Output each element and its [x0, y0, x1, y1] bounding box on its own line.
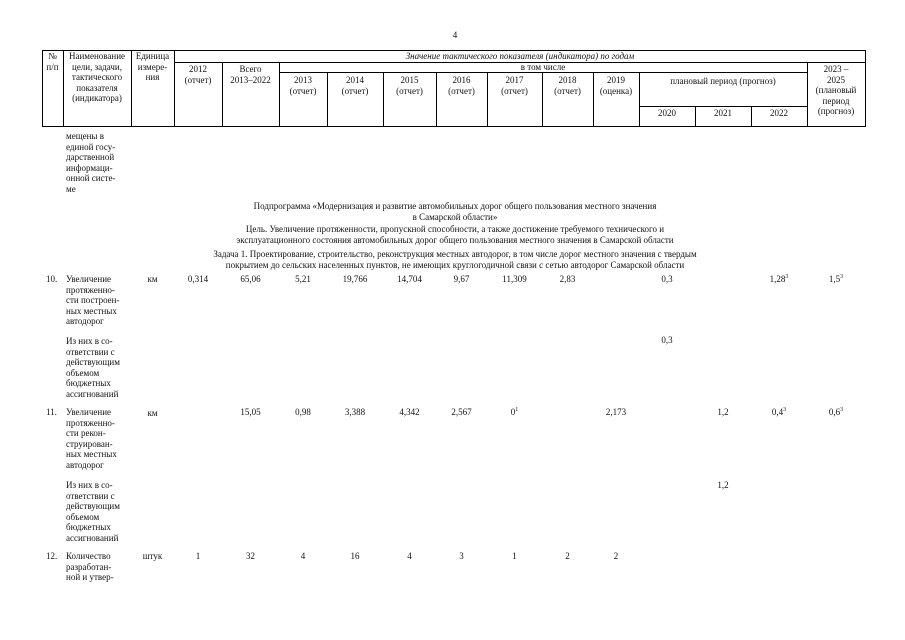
subprogram-goal: Цель. Увеличение протяженности, пропускной способности, а также достижение требуемого технического и эксплуатационного состояния автомобильных дорог общего пользования местного значения в Самарской области	[236, 224, 674, 245]
unit-cell: штук	[142, 551, 163, 561]
value-2017: 1	[512, 551, 517, 561]
value-2016: 3	[459, 551, 464, 561]
header-plan-2022: 2022	[770, 108, 788, 118]
value-2013: 0,98	[295, 407, 311, 417]
header-incl: в том числе	[520, 62, 566, 72]
value-total: 65,06	[240, 274, 261, 284]
indicator-name: Увеличение протяженно- сти рекон- струирован- ных местных автодорог	[66, 407, 117, 470]
value-2022: $0,4^3$	[771, 407, 787, 417]
value-2015: 4	[407, 551, 412, 561]
header-year-2019: 2019 (оценка)	[599, 75, 633, 96]
value-2019: 2	[613, 551, 619, 561]
page-number: 4	[452, 30, 458, 40]
indicator-name: Увеличение протяженно- сти построен- ных местных автодорог	[66, 274, 120, 326]
value-2020: 0,3	[661, 274, 673, 284]
row-number: 11.	[46, 407, 57, 417]
header-2012: 2012 (отчет)	[184, 64, 212, 85]
value-2014: 16	[350, 551, 360, 561]
value-2018: 2,83	[559, 274, 576, 284]
header-year-2013: 2013 (отчет)	[289, 75, 317, 96]
value-2020: 0,3	[661, 335, 673, 345]
header-plan-2020: 2020	[658, 108, 676, 118]
continuation-text: мещены в единой госу- дарственной информаци- онной систе- ме	[66, 131, 116, 194]
value-total: 15,05	[240, 407, 261, 417]
value-2016: 9,67	[453, 274, 470, 284]
header-no: № п/п	[46, 51, 59, 72]
value-2023-2025: $1,5^3$	[828, 274, 844, 284]
value-2014: 19,766	[342, 274, 368, 284]
value-2015: 14,704	[397, 274, 422, 284]
header-year-2017: 2017 (отчет)	[501, 75, 528, 96]
value-total: 32	[246, 551, 255, 561]
value-2016: 2,567	[451, 407, 472, 417]
unit-cell: км	[147, 408, 158, 418]
indicator-name: Количество разработан- ной и утвер-	[66, 551, 114, 582]
header-total: Всего 2013–2022	[230, 64, 271, 85]
row-number: 12.	[46, 551, 58, 561]
value-2012: 0,314	[187, 274, 209, 284]
value-2013: 4	[300, 551, 306, 561]
value-2014: 3,388	[344, 407, 366, 417]
indicator-name: Из них в со- ответствии с действующим объемом бюджетных ассигнований	[66, 480, 120, 543]
subprogram-title: Подпрограмма «Модернизация и развитие автомобильных дорог общего пользования местного значения в Самарской области»	[253, 201, 657, 222]
header-year-2014: 2014 (отчет)	[341, 75, 369, 96]
header-year-2018: 2018 (отчет)	[554, 75, 581, 96]
indicator-name: Из них в со- ответствии с действующим объемом бюджетных ассигнований	[66, 336, 120, 399]
value-2022: 1,28$^3$	[769, 274, 789, 284]
header-year-2016: 2016 (отчет)	[448, 75, 475, 96]
header-plan-period: плановый период (прогноз)	[670, 76, 776, 86]
value-2021: 1,2	[717, 407, 729, 417]
value-2017: $0^1$	[510, 407, 519, 417]
header-values-title: Значение тактического показателя (индикатора) по годам	[405, 51, 635, 61]
value-2015: 4,342	[399, 407, 420, 417]
value-2023-2025: $0,6^3$	[828, 407, 844, 417]
value-2021: 1,2	[717, 480, 729, 490]
header-unit: Единица измере- ния	[135, 51, 170, 82]
row-number: 10.	[46, 274, 58, 284]
subprogram-task: Задача 1. Проектирование, строительство, реконструкция местных автодорог, в том числе дорог местного значения с твердым покрытием до сельских населенных пунктов, не имеющих круглогодичной связи с сетью автодорог Самарской области	[213, 249, 697, 270]
value-2013: 5,21	[295, 274, 311, 284]
header-2023-2025: 2023 – 2025 (плановый период (прогноз)	[815, 64, 857, 116]
header-year-2015: 2015 (отчет)	[396, 75, 423, 96]
value-2012: 1	[195, 551, 201, 561]
unit-cell: км	[147, 274, 158, 284]
value-2019: 2,173	[605, 407, 627, 417]
value-2018: 2	[565, 551, 570, 561]
header-name: Наименование цели, задачи, тактического показателя (индикатора)	[68, 51, 126, 103]
header-plan-2021: 2021	[714, 108, 732, 118]
value-2017: 11,309	[502, 274, 527, 284]
